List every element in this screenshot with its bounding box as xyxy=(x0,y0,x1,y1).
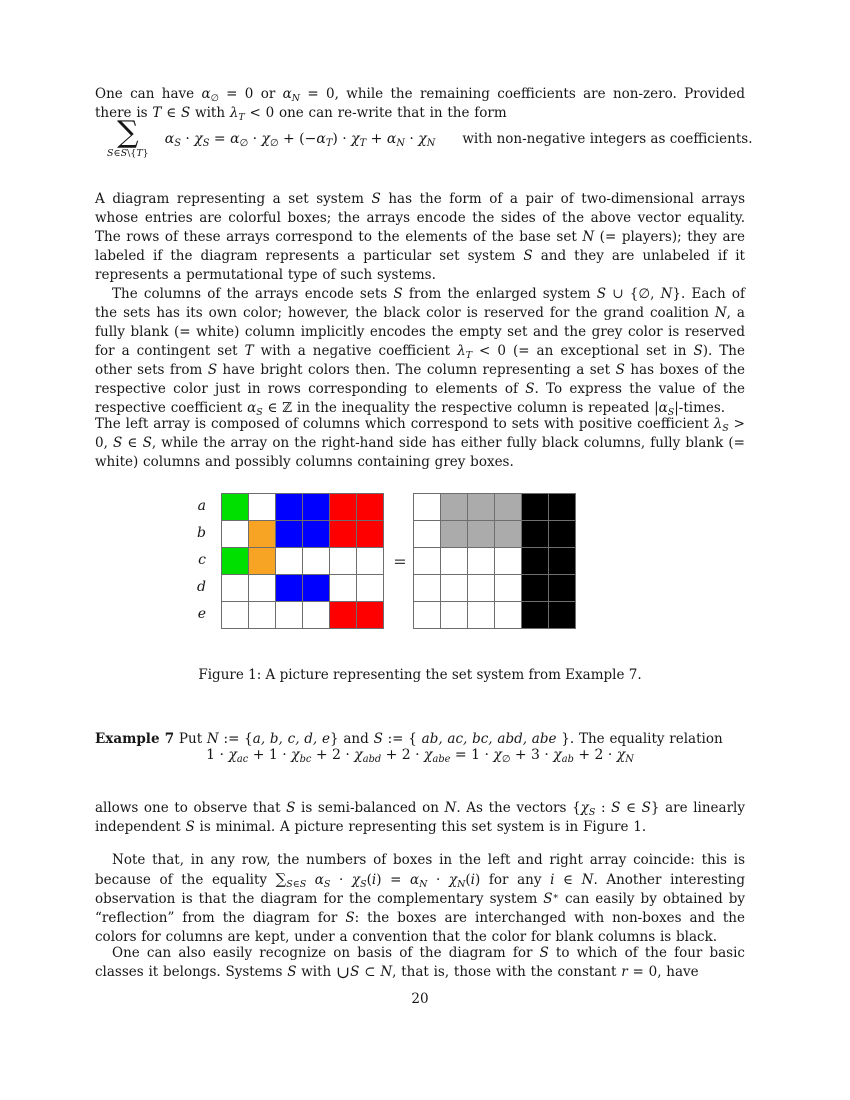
array-row xyxy=(222,602,384,629)
display-equation-2: $1 \cdot \chi_{ac} + 1 \cdot \chi_{bc} + 2 \cdot \chi_{abd} + 2 \cdot \chi_{abe} = 1 \cdot \chi_\emptyset + 3 \cdot \chi_{ab} + 2 \cdot \chi_N$ xyxy=(206,747,634,765)
array-cell-red xyxy=(330,494,357,521)
array-cell-white xyxy=(414,575,441,602)
array-cell-orange xyxy=(249,521,276,548)
display-equation-1 xyxy=(95,112,753,166)
array-cell-white xyxy=(495,602,522,629)
array-cell-black xyxy=(522,494,549,521)
array-cell-white xyxy=(222,575,249,602)
paragraph-note-reflection: Note that, in any row, the numbers of boxes in the left and right array coincide: this is because of the equality $\sum_{S\in S}$ $\alpha_S \cdot \chi_S(i) = \alpha_N \cdot \chi_N(i)$ for any i ∈ N. Another interesting observation is that the diagram for the complementary system S∗ can easily by obtained by “reflection” from the diagram for S: the boxes are interchanged with non-boxes and the colors for columns are kept, under a convention that the color for blank columns is black. xyxy=(95,851,746,945)
paragraph-columns-description: The columns of the arrays encode sets S from the enlarged system S ∪ {∅, N}. Each of the sets has its own color; however, the black color is reserved for the grand coalition N, a fully blank (= white) column implicitly encodes the empty set and the grey color is reserved for a contingent set T with a negative coefficient $\lambda_T < 0$ (= an exceptional set in S). The other sets from S have bright colors then. The column representing a set S has boxes of the respective color just in rows corresponding to elements of S. To express the value of the respective coefficient $\alpha_S$ ∈ ℤ in the inequality the respective column is repeated $|\alpha_S|$-times. xyxy=(95,285,746,418)
array-cell-orange xyxy=(249,548,276,575)
array-cell-grey xyxy=(495,521,522,548)
array-cell-blue xyxy=(303,521,330,548)
array-row xyxy=(414,521,576,548)
array-row xyxy=(222,521,384,548)
figure-row-labels xyxy=(168,493,206,628)
array-row xyxy=(414,575,576,602)
sigma-symbol: ∑ xyxy=(117,115,139,150)
array-cell-white xyxy=(414,602,441,629)
array-cell-white xyxy=(468,548,495,575)
array-cell-black xyxy=(522,575,549,602)
array-cell-grey xyxy=(468,494,495,521)
array-cell-white xyxy=(495,548,522,575)
array-row xyxy=(414,548,576,575)
right-array-grid xyxy=(413,493,576,629)
array-cell-white xyxy=(330,575,357,602)
equals-sign: = xyxy=(393,551,407,571)
array-cell-red xyxy=(330,521,357,548)
array-cell-black xyxy=(522,548,549,575)
array-row xyxy=(222,548,384,575)
array-cell-black xyxy=(549,521,576,548)
array-cell-white xyxy=(357,575,384,602)
array-cell-white xyxy=(249,575,276,602)
example-7-text: Put N := {a, b, c, d, e} and S := { ab, ac, bc, abd, abe }. The equality relation xyxy=(174,730,723,747)
paragraph-diagram-description: A diagram representing a set system S has the form of a pair of two-dimensional arrays whose entries are colorful boxes; the arrays encode the sides of the above vector equality. The rows of these arrays correspond to the elements of the base set N (= players); they are labeled if the diagram represents a particular set system S and they are unlabeled if it represents a permutational type of such systems. xyxy=(95,190,745,283)
array-cell-white xyxy=(468,575,495,602)
array-cell-black xyxy=(549,548,576,575)
row-label-c: c xyxy=(198,552,206,568)
array-cell-white xyxy=(276,602,303,629)
paragraph-example-conclusion: allows one to observe that S is semi-balanced on N. As the vectors {$\chi_S$ : S ∈ S} are linearly independent S is minimal. A picture representing this set system is in Figure 1. xyxy=(95,799,745,835)
array-cell-blue xyxy=(303,575,330,602)
array-cell-blue xyxy=(276,575,303,602)
array-row xyxy=(414,602,576,629)
array-cell-white xyxy=(414,548,441,575)
figure-caption: Figure 1: A picture representing the set system from Example 7. xyxy=(198,667,642,683)
row-label-d: d xyxy=(197,579,206,595)
array-cell-white xyxy=(222,602,249,629)
left-array-grid xyxy=(221,493,384,629)
page-number: 20 xyxy=(411,991,429,1007)
array-cell-white xyxy=(441,575,468,602)
row-label-e: e xyxy=(197,606,206,622)
summation-operator xyxy=(107,115,149,160)
row-label-a: a xyxy=(197,498,206,514)
example-7-heading: Example 7 xyxy=(95,730,175,747)
paragraph-left-array: The left array is composed of columns which correspond to sets with positive coefficient $\lambda_S > 0$, S ∈ S, while the array on the right-hand side has either fully black columns, fully blank (= white) columns and possibly columns containing grey boxes. xyxy=(95,415,745,470)
array-cell-white xyxy=(249,602,276,629)
array-cell-blue xyxy=(303,494,330,521)
array-cell-black xyxy=(522,602,549,629)
array-cell-grey xyxy=(468,521,495,548)
array-cell-red xyxy=(330,602,357,629)
array-cell-white xyxy=(414,521,441,548)
equation-1-note: with non-negative integers as coefficients. xyxy=(462,130,753,147)
array-cell-white xyxy=(468,602,495,629)
array-row xyxy=(222,575,384,602)
paragraph-four-classes: One can also easily recognize on basis of the diagram for S to which of the four basic classes it belongs. Systems S with ∪S ⊂ N, that is, those with the constant r = 0, have xyxy=(95,944,745,982)
summation-subscript: S∈S\{T} xyxy=(107,148,149,159)
array-cell-white xyxy=(303,602,330,629)
row-label-b: b xyxy=(197,525,206,541)
array-cell-black xyxy=(522,521,549,548)
array-cell-grey xyxy=(495,494,522,521)
array-cell-white xyxy=(441,548,468,575)
paragraph-intro: One can have $\alpha_\emptyset = 0$ or $\alpha_N = 0$, while the remaining coefficients are non-zero. Provided there is T ∈ S with $\lambda_T < 0$ one can re-write that in the form xyxy=(95,85,745,123)
array-cell-black xyxy=(549,575,576,602)
array-row xyxy=(414,494,576,521)
array-cell-white xyxy=(414,494,441,521)
array-cell-white xyxy=(303,548,330,575)
array-cell-green xyxy=(222,494,249,521)
array-cell-blue xyxy=(276,521,303,548)
array-cell-green xyxy=(222,548,249,575)
array-cell-red xyxy=(357,494,384,521)
array-cell-white xyxy=(441,602,468,629)
array-cell-white xyxy=(249,494,276,521)
array-cell-white xyxy=(357,548,384,575)
array-cell-white xyxy=(276,548,303,575)
array-cell-white xyxy=(495,575,522,602)
array-cell-white xyxy=(330,548,357,575)
array-cell-grey xyxy=(441,494,468,521)
equation-1-body: $\alpha_S \cdot \chi_S = \alpha_\emptyset \cdot \chi_\emptyset + (-\alpha_T) \cdot \chi_T + \alpha_N \cdot \chi_N$ xyxy=(164,130,436,149)
array-row xyxy=(222,494,384,521)
array-cell-red xyxy=(357,602,384,629)
array-cell-black xyxy=(549,602,576,629)
array-cell-black xyxy=(549,494,576,521)
array-cell-grey xyxy=(441,521,468,548)
array-cell-white xyxy=(222,521,249,548)
array-cell-blue xyxy=(276,494,303,521)
array-cell-red xyxy=(357,521,384,548)
